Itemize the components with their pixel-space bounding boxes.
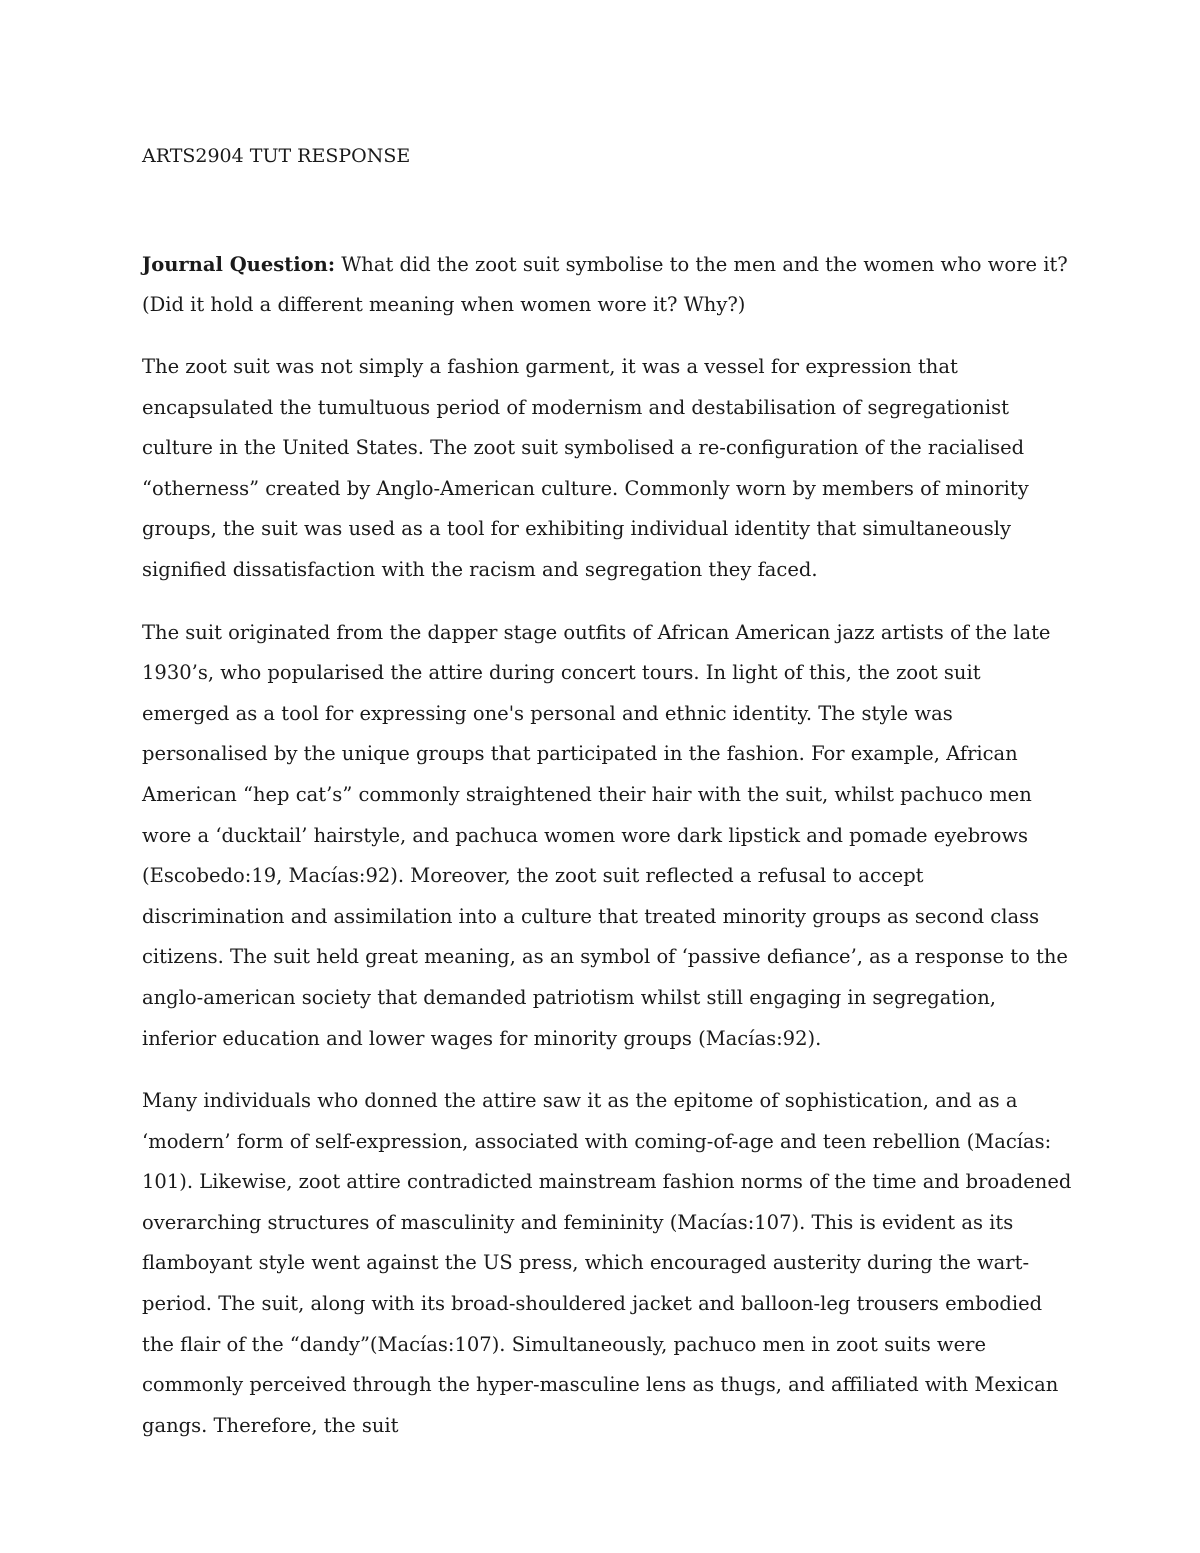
paragraph-1: The zoot suit was not simply a fashion garment, it was a vessel for expression that encapsulated the tumultuous period of modernism and destabilisation of segregationist culture in the United States. The zoot suit symbolised a re-configuration of the racialised “otherness” created by Anglo-American culture. Commonly worn by members of minority groups, the suit was used as a tool for exhibiting individual identity that simultaneously signified dissatisfaction with the racism and segregation they faced.	[142, 355, 1029, 581]
document-body	[142, 140, 1072, 1468]
paragraph-3: Many individuals who donned the attire saw it as the epitome of sophistication, and as a ‘modern’ form of self-expression, associated with coming-of-age and teen rebellion (Macías: 101). Likewise, zoot attire contradicted mainstream fashion norms of the time and broadened overarching structures of masculinity and femininity (Macías:107). This is evident as its flamboyant style went against the US press, which encouraged austerity during the wart-period. The suit, along with its broad-shouldered jacket and balloon-leg trousers embodied the flair of the “dandy”(Macías:107). Simultaneously, pachuco men in zoot suits were commonly perceived through the hyper-masculine lens as thugs, and affiliated with Mexican gangs. Therefore, the suit	[142, 1089, 1072, 1437]
paragraph-2: The suit originated from the dapper stage outfits of African American jazz artists of the late 1930’s, who popularised the attire during concert tours. In light of this, the zoot suit emerged as a tool for expressing one's personal and ethnic identity. The style was personalised by the unique groups that participated in the fashion. For example, African American “hep cat’s” commonly straightened their hair with the suit, whilst pachuco men wore a ‘ducktail’ hairstyle, and pachuca women wore dark lipstick and pomade eyebrows (Escobedo:19, Macías:92). Moreover, the zoot suit reflected a refusal to accept discrimination and assimilation into a culture that treated minority groups as second class citizens. The suit held great meaning, as an symbol of ‘passive defiance’, as a response to the anglo-american society that demanded patriotism whilst still engaging in segregation, inferior education and lower wages for minority groups (Macías:92).	[142, 620, 1068, 1050]
journal-question	[142, 245, 1072, 325]
document-title: ARTS2904 TUT RESPONSE	[142, 145, 411, 167]
journal-question-label: Journal Question:	[142, 253, 336, 276]
journal-question-text: What did the zoot suit symbolise to the men and the women who wore it? (Did it hold a different meaning when women wore it? Why?)	[142, 253, 1068, 316]
